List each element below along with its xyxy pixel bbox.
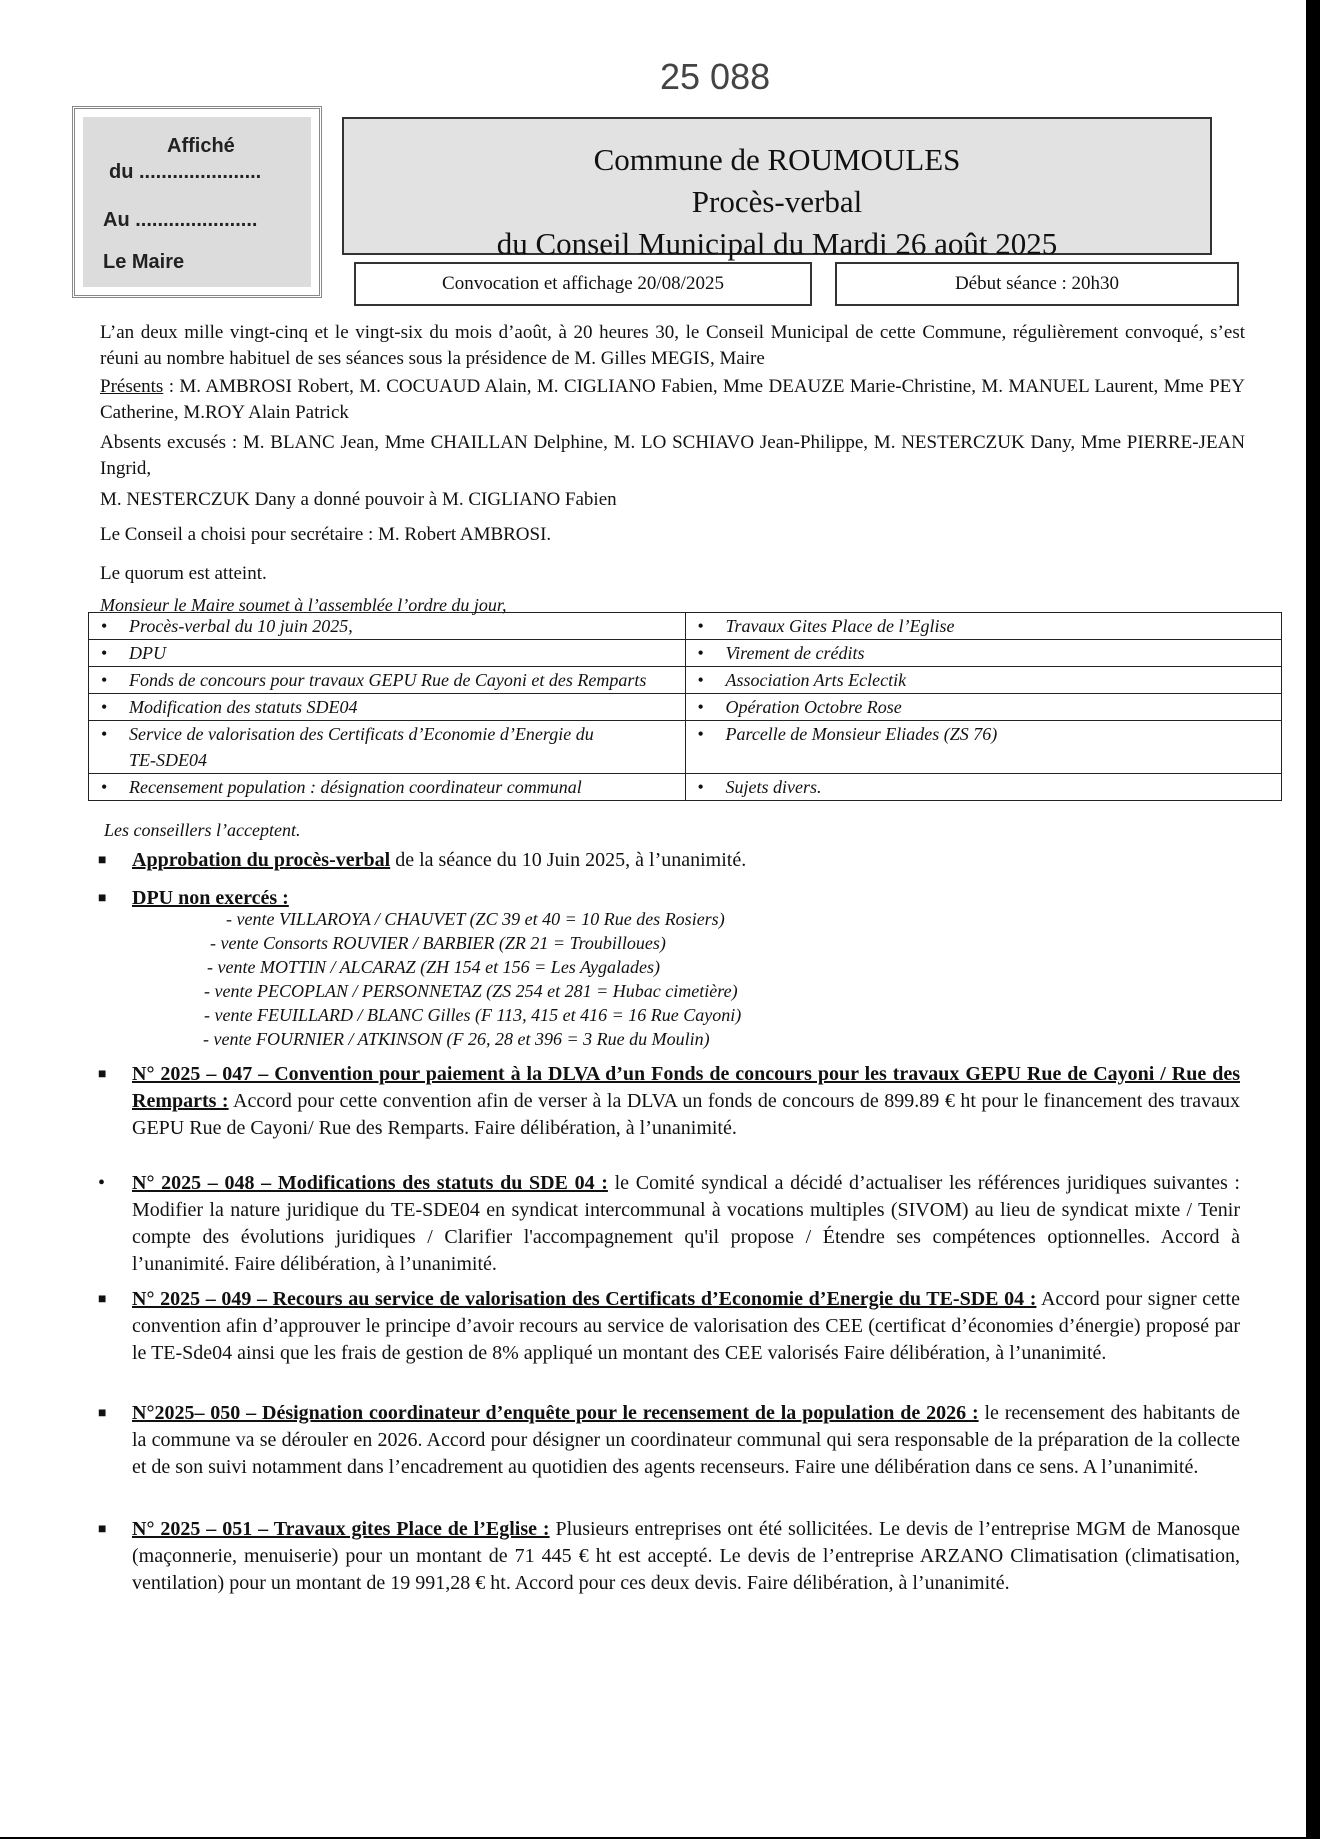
bullet-icon: •	[98, 1172, 106, 1194]
presents-list: : M. AMBROSI Robert, M. COCUAUD Alain, M. CIGLIANO Fabien, Mme DEAUZE Marie-Christine, M. MANUEL Laurent, Mme PEY Catherine, M.ROY Alain Patrick	[100, 376, 1245, 423]
affichage-stamp-box	[72, 106, 322, 298]
dpu-section	[100, 885, 1240, 912]
deliberation-text: le recensement des habitants de la commune va se dérouler en 2026. Accord pour désigner un coordinateur communal qui sera responsable de la préparation de la collecte et de son suivi notamment dans l’encadrement au quotidien des agents recenseurs. Faire une délibération dans ce sens. A l’unanimité.	[132, 1402, 1240, 1478]
secretaire-paragraph: Le Conseil a choisi pour secrétaire : M. Robert AMBROSI.	[100, 524, 552, 545]
deliberation-text: le Comité syndical a décidé d’actualiser les références juridiques suivantes : Modifier la nature juridique du TE-SDE04 en syndicat intercommunal à vocations multiples (SIVOM) au lieu de syndicat mixte / Tenir compte des évolutions juridiques / Clarifier l'accompagnement qu'il propose / Étendre ses compétences optionnelles. Accord à l’unanimité. Faire délibération, à l’unanimité.	[132, 1172, 1240, 1275]
agenda-item: • Opération Octobre Rose	[685, 694, 1282, 721]
table-row	[89, 774, 1282, 801]
approbation-section	[100, 847, 1240, 874]
approbation-title: Approbation du procès-verbal	[132, 849, 391, 871]
agenda-item: • DPU	[89, 640, 686, 667]
square-bullet-icon: ■	[98, 1406, 107, 1421]
table-row	[89, 613, 1282, 640]
deliberation-title: N° 2025 – 049 – Recours au service de valorisation des Certificats d’Economie d’Energie du TE-SDE 04 :	[132, 1288, 1037, 1310]
pouvoir-paragraph: M. NESTERCZUK Dany a donné pouvoir à M. CIGLIANO Fabien	[100, 489, 617, 510]
affiche-du: du ......................	[109, 161, 262, 183]
debut-seance-box: Début séance : 20h30	[835, 262, 1239, 306]
agenda-item: • Fonds de concours pour travaux GEPU Rue de Cayoni et des Remparts	[89, 667, 686, 694]
approbation-text: de la séance du 10 Juin 2025, à l’unanimité.	[390, 849, 747, 871]
document-title-box	[342, 117, 1212, 261]
affiche-label: Affiché	[167, 135, 235, 157]
deliberation-047	[100, 1061, 1240, 1142]
agenda-item: • Parcelle de Monsieur Eliades (ZS 76)	[685, 721, 1282, 774]
stamp-number: 25 088	[660, 56, 771, 97]
agenda-table	[88, 612, 1282, 801]
square-bullet-icon: ■	[98, 1292, 107, 1307]
square-bullet-icon: ■	[98, 1067, 107, 1082]
presents-label: Présents	[100, 376, 164, 397]
convocation-box: Convocation et affichage 20/08/2025	[354, 262, 812, 306]
deliberation-title: N°2025– 050 – Désignation coordinateur d’enquête pour le recensement de la population de 2026 :	[132, 1402, 979, 1424]
agenda-item: • Virement de crédits	[685, 640, 1282, 667]
acceptance-note: Les conseillers l’acceptent.	[104, 820, 301, 840]
deliberation-title: N° 2025 – 048 – Modifications des statuts du SDE 04 :	[132, 1172, 608, 1194]
agenda-item: • Travaux Gites Place de l’Eglise	[685, 613, 1282, 640]
deliberation-title: N° 2025 – 047 – Convention pour paiement à la DLVA d’un Fonds de concours pour les travaux GEPU Rue de Cayoni / Rue des Remparts :	[132, 1063, 1240, 1112]
agenda-item: • Recensement population : désignation coordinateur communal	[89, 774, 686, 801]
presents-paragraph	[100, 374, 1245, 426]
table-row	[89, 667, 1282, 694]
deliberation-title: N° 2025 – 051 – Travaux gites Place de l’Eglise :	[132, 1518, 550, 1540]
intro-paragraph: L’an deux mille vingt-cinq et le vingt-six du mois d’août, à 20 heures 30, le Conseil Municipal de cette Commune, régulièrement convoqué, s’est réuni au nombre habituel de ses séances sous la présidence de M. Gilles MEGIS, Maire	[100, 322, 1245, 369]
affiche-au: Au ......................	[103, 209, 258, 231]
deliberation-text: Accord pour signer cette convention afin d’approuver le principe d’avoir recours au service de valorisation des CEE (certificat d’économies d’énergie) proposé par le TE-Sde04 ainsi que les frais de gestion de 8% appliqué un montant des CEE valorisés Faire délibération, à l’unanimité.	[132, 1288, 1240, 1364]
title-commune: Commune de ROUMOULES	[593, 142, 961, 177]
square-bullet-icon: ■	[98, 891, 107, 906]
agenda-item: • Association Arts Eclectik	[685, 667, 1282, 694]
dpu-item: - vente VILLAROYA / CHAUVET (ZC 39 et 40 = 10 Rue des Rosiers)	[226, 909, 725, 929]
agenda-item: • Sujets divers.	[685, 774, 1282, 801]
deliberation-048	[100, 1170, 1240, 1278]
ordre-intro: Monsieur le Maire soumet à l’assemblée l’ordre du jour,	[100, 595, 507, 615]
dpu-item: - vente MOTTIN / ALCARAZ (ZH 154 et 156 = Les Aygalades)	[207, 957, 660, 977]
dpu-item: - vente FOURNIER / ATKINSON (F 26, 28 et 396 = 3 Rue du Moulin)	[203, 1029, 710, 1049]
dpu-title: DPU non exercés :	[132, 887, 289, 909]
title-conseil: du Conseil Municipal du Mardi 26 août 2025	[496, 226, 1058, 261]
dpu-item: - vente FEUILLARD / BLANC Gilles (F 113, 415 et 416 = 16 Rue Cayoni)	[204, 1005, 742, 1025]
deliberation-051	[100, 1516, 1240, 1597]
agenda-item: • Service de valorisation des Certificats d’Economie d’Energie du TE-SDE04	[89, 721, 686, 774]
agenda-item: • Procès-verbal du 10 juin 2025,	[89, 613, 686, 640]
title-proces-verbal: Procès-verbal	[691, 184, 863, 219]
deliberation-049	[100, 1286, 1240, 1367]
agenda-item: • Modification des statuts SDE04	[89, 694, 686, 721]
table-row	[89, 721, 1282, 774]
table-row	[89, 694, 1282, 721]
deliberation-text: Accord pour cette convention afin de verser à la DLVA un fonds de concours de 899.89 € ht pour le financement des travaux GEPU Rue de Cayoni/ Rue des Remparts. Faire délibération, à l’unanimité.	[132, 1090, 1240, 1139]
deliberation-050	[100, 1400, 1240, 1481]
dpu-item: - vente PECOPLAN / PERSONNETAZ (ZS 254 et 281 = Hubac cimetière)	[204, 981, 738, 1001]
affiche-maire: Le Maire	[103, 251, 185, 273]
deliberation-text: Plusieurs entreprises ont été sollicitées. Le devis de l’entreprise MGM de Manosque (maçonnerie, menuiserie) pour un montant de 71 445 € ht est accepté. Le devis de l’entreprise ARZANO Climatisation (climatisation, ventilation) pour un montant de 19 991,28 € ht. Accord pour ces deux devis. Faire délibération, à l’unanimité.	[132, 1518, 1240, 1594]
quorum-paragraph: Le quorum est atteint.	[100, 563, 267, 584]
dpu-item: - vente Consorts ROUVIER / BARBIER (ZR 21 = Troubilloues)	[210, 933, 666, 953]
absents-paragraph: Absents excusés : M. BLANC Jean, Mme CHAILLAN Delphine, M. LO SCHIAVO Jean-Philippe, M. NESTERCZUK Dany, Mme PIERRE-JEAN Ingrid,	[100, 432, 1245, 479]
square-bullet-icon: ■	[98, 1522, 107, 1537]
square-bullet-icon: ■	[98, 853, 107, 868]
table-row	[89, 640, 1282, 667]
